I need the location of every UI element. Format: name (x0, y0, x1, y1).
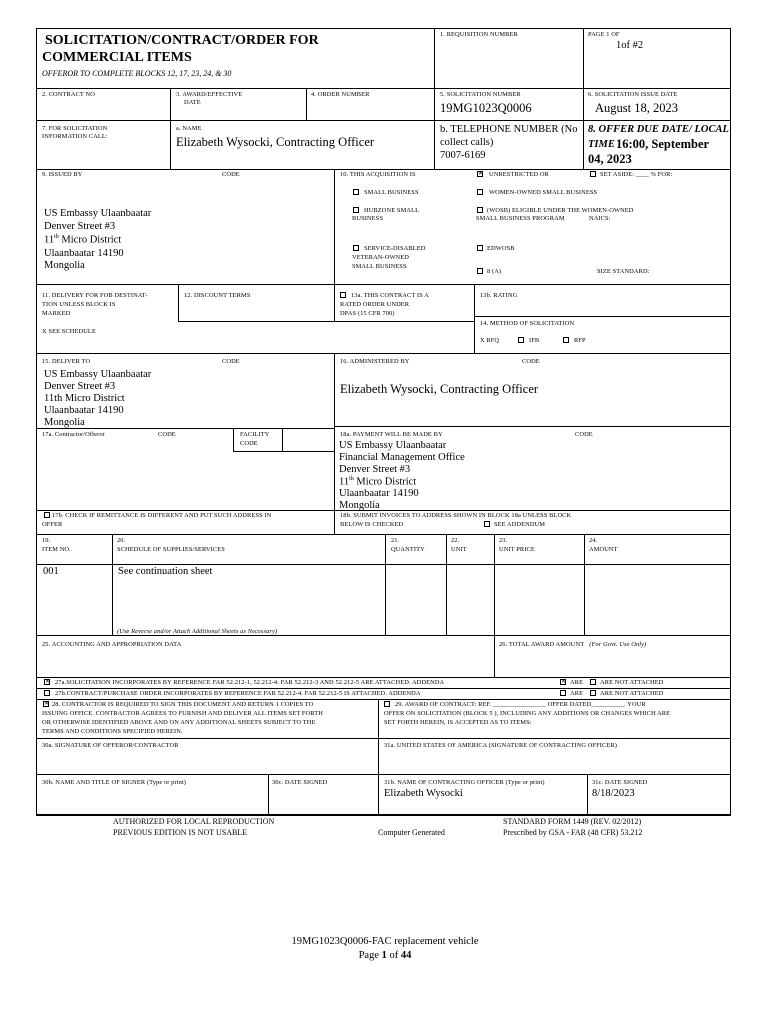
27a-label: 27a.SOLICITATION INCORPORATES BY REFERENCE FAR 52.212-1, 52.212-4. FAR 52.212-3 AND 52.212-5 ARE ATTACHED. ADDENDA (55, 679, 445, 686)
page-of-label: PAGE 1 OF (588, 31, 620, 38)
vline (385, 534, 386, 635)
27b-are-not: ARE NOT ATTACHED (600, 690, 664, 697)
payment-by-label: 18a. PAYMENT WILL BE MADE BY (340, 431, 443, 438)
27b-are: ARE (570, 690, 584, 697)
deliver-to-line2: Denver Street #3 (44, 381, 116, 392)
co-date-value: 8/18/2023 (592, 788, 635, 799)
remittance-label: 17b. CHECK IF REMITTANCE IS DIFFERENT AND PUT SUCH ADDRESS IN (52, 512, 272, 519)
28-label-4: TERMS AND CONDITIONS SPECIFIED HEREIN. (42, 728, 183, 735)
telephone-label-2: collect calls) (440, 137, 494, 148)
payment-line3: Denver Street #3 (339, 464, 411, 475)
vline (434, 28, 435, 169)
vline (494, 534, 495, 677)
col-amount: AMOUNT (589, 546, 618, 553)
28-label-3: OR OTHERWISE IDENTIFIED ABOVE AND ON ANY ADDITIONAL SHEETS SUBJECT TO THE (42, 719, 316, 726)
vline (584, 534, 585, 635)
hline (36, 774, 731, 775)
issued-by-line4: Ulaanbaatar 14190 (44, 248, 124, 259)
hline (474, 316, 731, 317)
contact-name-value: Elizabeth Wysocki, Contracting Officer (176, 135, 375, 149)
hubzone-label: HUBZONE SMALL (364, 207, 420, 214)
contractor-code-label: CODE (158, 431, 176, 438)
hline (36, 284, 731, 285)
unrestricted-checkbox[interactable] (477, 171, 483, 177)
vline (112, 534, 113, 635)
27b-label: 27b.CONTRACT/PURCHASE ORDER INCORPORATES BY REFERENCE FAR 52.212-4. FAR 52.212-5 IS ATTACHED. ADDENDA (55, 690, 421, 697)
telephone-label: b. TELEPHONE NUMBER (No (440, 124, 578, 135)
hline (36, 699, 731, 700)
28-label-1: 28. CONTRACTOR IS REQUIRED TO SIGN THIS DOCUMENT AND RETURN 1 COPIES TO (52, 701, 314, 708)
solicitation-issue-date-label: 6. SOLICITATION ISSUE DATE (588, 91, 678, 98)
27a-are: ARE (570, 679, 584, 686)
hline (36, 534, 731, 535)
remittance-label-2: OFFER (42, 521, 63, 528)
submit-invoices-label-2: BELOW IS CHECKED (340, 521, 404, 528)
small-business-label: SMALL BUSINESS (364, 189, 419, 196)
vline (306, 88, 307, 120)
facility-code-label-2: CODE (240, 440, 258, 447)
see-schedule-value: X SEE SCHEDULE (42, 328, 96, 335)
set-aside-checkbox[interactable] (590, 171, 596, 177)
issued-by-label: 9. ISSUED BY (42, 171, 83, 178)
edwosb-checkbox[interactable] (477, 245, 483, 251)
col-unit-price: UNIT PRICE (499, 546, 535, 553)
sdvosb-label-3: SMALL BUSINESS (352, 263, 407, 270)
27a-are-checkbox[interactable] (560, 679, 566, 685)
vline (583, 28, 584, 169)
hline (36, 169, 731, 170)
col-19-num: 19. (42, 537, 51, 544)
hline (36, 677, 731, 678)
facility-code-label: FACILITY (240, 431, 270, 438)
col-schedule: SCHEDULE OF SUPPLIES/SERVICES (117, 546, 225, 553)
total-award-label: 26. TOTAL AWARD AMOUNT (For Govt. Use Only) (499, 641, 647, 648)
deliver-to-line5: Mongolia (44, 417, 85, 428)
see-addendum-checkbox[interactable] (484, 521, 490, 527)
sdvosb-label-2: VETERAN-OWNED (352, 254, 410, 261)
telephone-value: 7007-6169 (440, 150, 486, 161)
administered-by-value: Elizabeth Wysocki, Contracting Officer (340, 382, 539, 396)
auth-reproduction: AUTHORIZED FOR LOCAL REPRODUCTION (113, 817, 275, 826)
hline (233, 451, 335, 452)
issued-by-line1: US Embassy Ulaanbaatar (44, 208, 152, 219)
deliver-to-code-label: CODE (222, 358, 240, 365)
col-21-num: 21. (391, 537, 400, 544)
page-of-value: 1of #2 (616, 40, 644, 51)
size-standard-label: SIZE STANDARD: (597, 268, 650, 275)
issued-by-line5: Mongolia (44, 260, 85, 271)
outer-right (730, 28, 731, 815)
vline (233, 428, 234, 451)
contract-no-label: 2. CONTRACT NO (42, 91, 95, 98)
wosb-checkbox[interactable] (477, 189, 483, 195)
ifb-option: IFB (529, 337, 540, 344)
payment-by-code-label: CODE (575, 431, 593, 438)
27b-are-checkbox[interactable] (560, 690, 566, 696)
col-23-num: 23. (499, 537, 508, 544)
item-number: 001 (43, 566, 59, 577)
delivery-fob-label: 11. DELIVERY FOR FOB DESTINAT- (42, 292, 148, 299)
co-date-label: 31c. DATE SIGNED (592, 779, 648, 786)
vline (282, 428, 283, 451)
accounting-data-label: 25. ACCOUNTING AND APPROPRIATION DATA (42, 641, 182, 648)
col-item-no: ITEM NO. (42, 546, 71, 553)
payment-line1: US Embassy Ulaanbaatar (339, 440, 447, 451)
vline (446, 534, 447, 635)
29-label-1: 29. AWARD OF CONTRACT: REF. ________________ OFFER DATED__________. YOUR (395, 701, 646, 708)
standard-form-id: STANDARD FORM 1449 (REV. 02/2012) (503, 817, 642, 826)
offer-due-value-2: 04, 2023 (588, 152, 632, 166)
27b-are-not-checkbox[interactable] (590, 690, 596, 696)
deliver-to-line4: Ulaanbaatar 14190 (44, 405, 124, 416)
payment-line6: Mongolia (339, 500, 380, 511)
outer-bottom (36, 814, 731, 816)
vline (334, 169, 335, 284)
document-title: 19MG1023Q0006-FAC replacement vehicle (291, 936, 479, 947)
29-checkbox[interactable] (384, 701, 390, 707)
naics-label: NAICS: (589, 215, 611, 222)
vline (334, 284, 335, 321)
wosb-eligible-label-2: SMALL BUSINESS PROGRAM (476, 215, 565, 222)
order-number-label: 4. ORDER NUMBER (311, 91, 370, 98)
27a-are-not-checkbox[interactable] (590, 679, 596, 685)
outer-top (36, 28, 731, 29)
see-addendum-label: SEE ADDENDUM (494, 521, 546, 528)
col-22-num: 22. (451, 537, 460, 544)
discount-terms-label: 12. DISCOUNT TERMS (184, 292, 251, 299)
method-of-solicitation-label: 14. METHOD OF SOLICITATION (480, 320, 575, 327)
28-checkbox[interactable] (43, 701, 49, 707)
vline (474, 284, 475, 353)
wosb-label: WOMEN-OWNED SMALL BUSINESS (489, 189, 598, 196)
acquisition-label: 10. THIS ACQUISITION IS (340, 171, 416, 178)
set-aside-label: SET ASIDE: ____ % FOR: (600, 171, 673, 178)
rated-order-label-3: DPAS (15 CFR 700) (340, 310, 395, 317)
col-unit: UNIT (451, 546, 467, 553)
offeror-note: OFFEROR TO COMPLETE BLOCKS 12, 17, 23, 24, & 30 (42, 69, 232, 78)
vline (170, 88, 171, 169)
offer-due-value: 16:00, September (616, 137, 710, 151)
form-title-line1: SOLICITATION/CONTRACT/ORDER FOR (45, 33, 319, 48)
deliver-to-line3: 11th Micro District (44, 393, 125, 404)
requisition-number-label: 1. REQUISITION NUMBER (440, 31, 518, 38)
hline (36, 738, 731, 739)
eight-a-label: 8 (A) (487, 268, 502, 275)
29-label-2: OFFER ON SOLICITATION (BLOCK 5 ), INCLUDING ANY ADDITIONS OR CHANGES WHICH ARE (384, 710, 671, 717)
issued-by-line3: 11th Micro District (44, 234, 122, 246)
sdvosb-label: SERVICE-DISABLED (364, 245, 426, 252)
payment-line5: Ulaanbaatar 14190 (339, 488, 419, 499)
previous-edition-note: PREVIOUS EDITION IS NOT USABLE (113, 828, 248, 837)
form-title-line2: COMMERCIAL ITEMS (42, 50, 192, 65)
28-label-2: ISSUING OFFICE. CONTRACTOR AGREES TO FURNISH AND DELIVER ALL ITEMS SET FORTH (42, 710, 323, 717)
co-signature-label: 31a. UNITED STATES OF AMERICA (SIGNATURE OF CONTRACTING OFFICER) (384, 742, 617, 749)
prescribed-by: Prescribed by GSA - FAR (48 CFR) 53.212 (503, 828, 643, 837)
col-quantity: QUANTITY (391, 546, 425, 553)
hline (36, 564, 731, 565)
info-call-label-2: INFORMATION CALL: (42, 133, 108, 140)
rated-order-label-2: RATED ORDER UNDER (340, 301, 410, 308)
offer-due-label: 8. OFFER DUE DATE/ LOCAL (588, 124, 729, 135)
co-name-label: 31b. NAME OF CONTRACTING OFFICER (Type or print) (384, 779, 545, 786)
rated-order-checkbox[interactable] (340, 292, 346, 298)
administered-by-label: 16. ADMINISTERED BY (340, 358, 410, 365)
rfp-checkbox[interactable] (563, 337, 569, 343)
hline (334, 426, 731, 427)
27b-checkbox[interactable] (44, 690, 50, 696)
col-24-num: 24. (589, 537, 598, 544)
hline (178, 321, 475, 322)
rating-label: 13b. RATING (480, 292, 518, 299)
issued-by-code-label: CODE (222, 171, 240, 178)
award-date-label-2: DATE (184, 99, 201, 106)
payment-line4: 11th Micro District (339, 476, 417, 488)
wosb-eligible-label: (WOSB) ELIGIBLE UNDER THE WOMEN-OWNED (487, 207, 634, 214)
deliver-to-line1: US Embassy Ulaanbaatar (44, 369, 152, 380)
delivery-fob-label-3: MARKED (42, 310, 71, 317)
vline (268, 774, 269, 815)
solicitation-number-label: 5. SOLICITATION NUMBER (440, 91, 521, 98)
unrestricted-label: UNRESTRICTED OR (489, 171, 549, 178)
vline (587, 774, 588, 815)
wosb-eligible-checkbox[interactable] (477, 207, 483, 213)
hubzone-label-2: BUSINESS (352, 215, 383, 222)
vline (178, 284, 179, 321)
hline (36, 688, 731, 689)
deliver-to-label: 15. DELIVER TO (42, 358, 91, 365)
item-description: See continuation sheet (118, 566, 213, 577)
payment-line2: Financial Management Office (339, 452, 465, 463)
rfq-option: X RFQ (480, 337, 500, 344)
vline (334, 353, 335, 534)
remittance-checkbox[interactable] (44, 512, 50, 518)
solicitation-issue-date-value: August 18, 2023 (595, 101, 678, 115)
offeror-date-label: 30c. DATE SIGNED (272, 779, 328, 786)
offeror-signature-label: 30a. SIGNATURE OF OFFEROR/CONTRACTOR (42, 742, 179, 749)
delivery-fob-label-2: TION UNLESS BLOCK IS (42, 301, 116, 308)
page-number: Page 1 of 44 (358, 950, 412, 961)
solicitation-number-value: 19MG1023Q0006 (440, 101, 532, 115)
ifb-checkbox[interactable] (518, 337, 524, 343)
outer-left (36, 28, 37, 815)
edwosb-label: EDWOSB (487, 245, 515, 252)
info-call-label: 7. FOR SOLICITATION (42, 125, 108, 132)
administered-by-code-label: CODE (522, 358, 540, 365)
col-20-num: 20. (117, 537, 126, 544)
signer-name-label: 30b. NAME AND TITLE OF SIGNER (Type or print) (42, 779, 186, 786)
computer-generated: Computer Generated (378, 828, 445, 837)
eight-a-checkbox[interactable] (477, 268, 483, 274)
hline (36, 88, 731, 89)
co-name-value: Elizabeth Wysocki (384, 788, 463, 799)
award-date-label: 3. AWARD/EFFECTIVE (176, 91, 243, 98)
hline (36, 120, 731, 121)
contractor-offeror-label: 17a. Contractor/Offeror (42, 431, 105, 438)
27a-checkbox[interactable] (44, 679, 50, 685)
vline (378, 699, 379, 815)
offer-due-time-label: TIME (588, 139, 615, 150)
hline (36, 510, 731, 511)
29-label-3: SET FORTH HEREIN, IS ACCEPTED AS TO ITEMS: (384, 719, 532, 726)
hubzone-checkbox[interactable] (353, 207, 359, 213)
submit-invoices-label: 18b. SUBMIT INVOICES TO ADDRESS SHOWN IN BLOCK 18a UNLESS BLOCK (340, 512, 572, 519)
small-business-checkbox[interactable] (353, 189, 359, 195)
27a-are-not: ARE NOT ATTACHED (600, 679, 664, 686)
rfp-option: RFP (574, 337, 586, 344)
hline (36, 353, 731, 354)
issued-by-line2: Denver Street #3 (44, 221, 116, 232)
rated-order-label: 13a. THIS CONTRACT IS A (351, 292, 429, 299)
reverse-sheets-note: (Use Reverse and/or Attach Additional Sheets as Necessary) (117, 628, 278, 635)
name-label: a. NAME (176, 125, 202, 132)
sdvosb-checkbox[interactable] (353, 245, 359, 251)
